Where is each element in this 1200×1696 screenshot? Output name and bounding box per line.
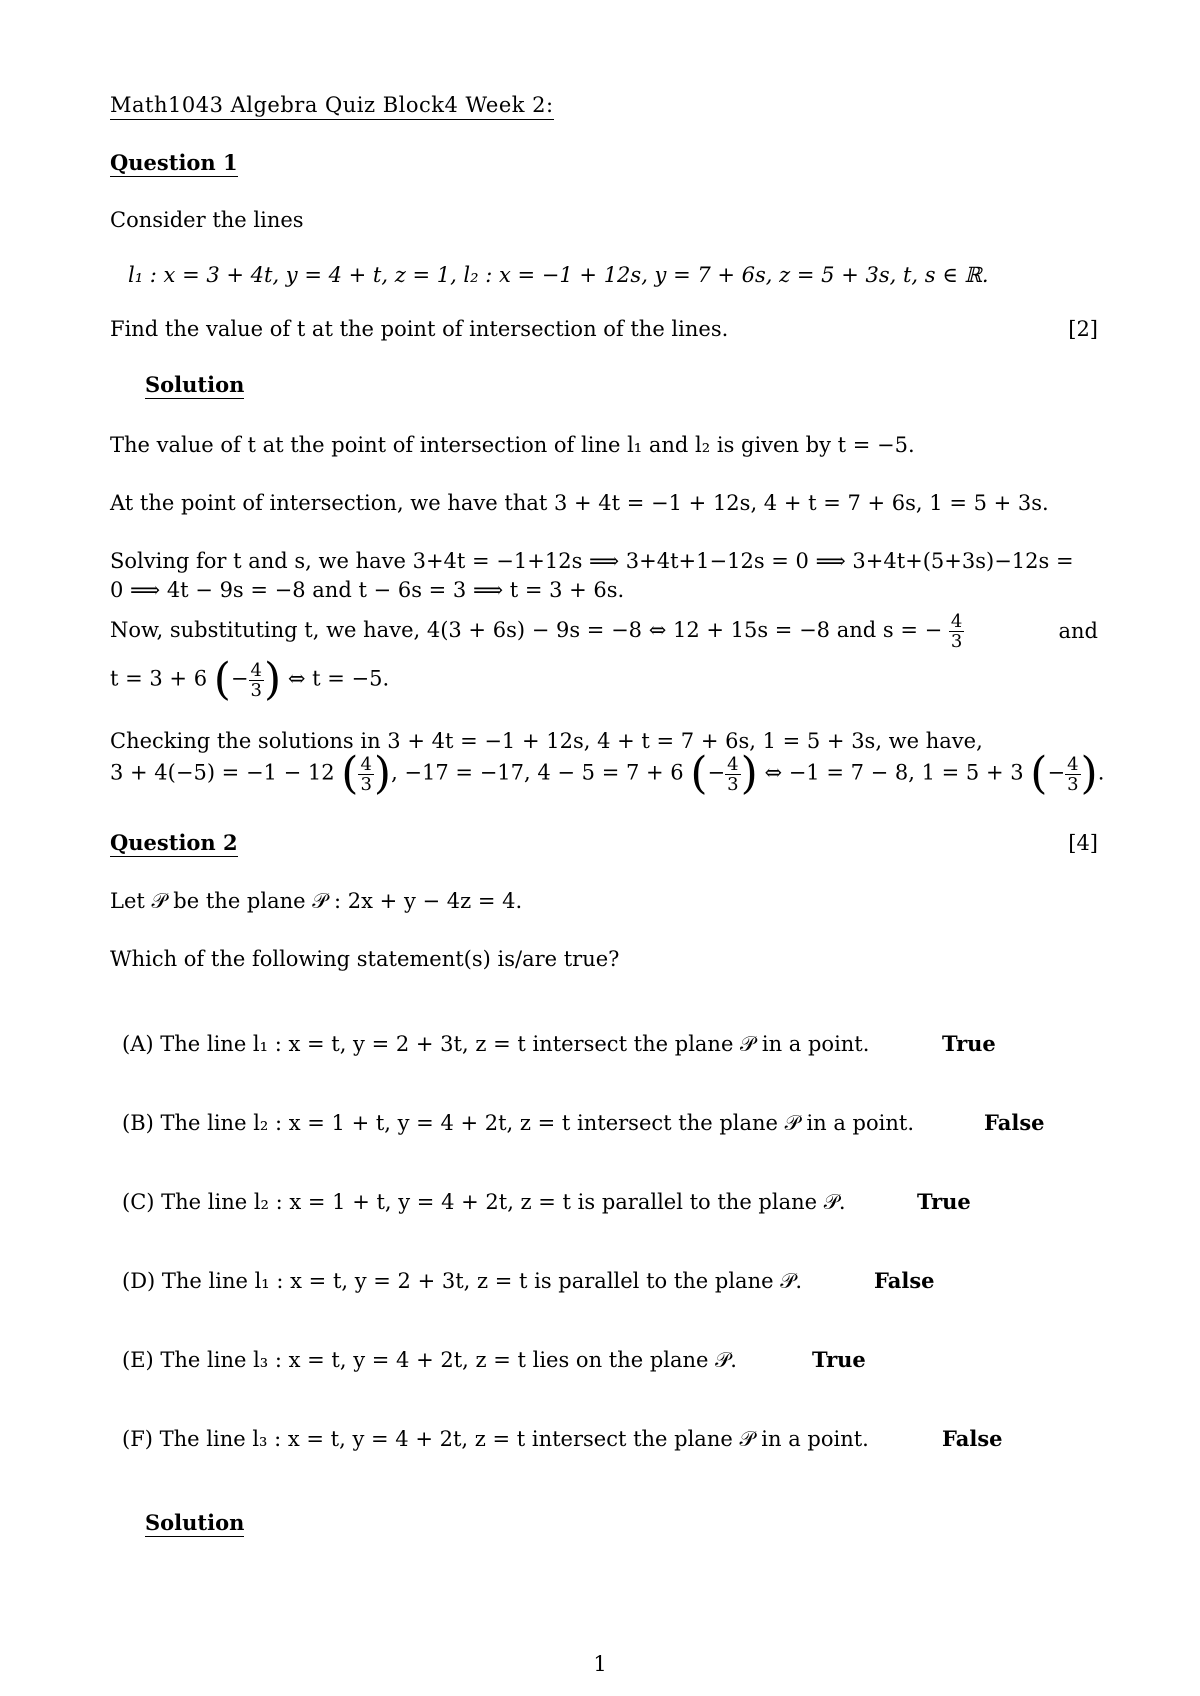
q1-solution-line-3a: Solving for t and s, we have 3+4t = −1+12s ⟹ 3+4t+1−12s = 0 ⟹ 3+4t+(5+3s)−12s =: [110, 549, 1074, 573]
q2-option-d: (D) The line l₁ : x = t, y = 2 + 3t, z = t is parallel to the plane 𝒫. False: [122, 1268, 935, 1293]
q1-solution-line-4: Now, substituting t, we have, 4(3 + 6s) − 9s = −8 ⇔ 12 + 15s = −8 and s = − $\frac{4}{3}$ and: [110, 611, 1098, 652]
page-number: 1: [593, 1652, 607, 1676]
q2-solution-heading: Solution: [145, 1510, 245, 1535]
verdict-badge: False: [874, 1268, 935, 1293]
verdict-badge: True: [942, 1031, 996, 1056]
q1-solution-line-5: t = 3 + 6 (− $\frac{4}{3}$ ) ⇔ t = −5.: [110, 654, 390, 705]
q2-intro: Let 𝒫 be the plane 𝒫 : 2x + y − 4z = 4.: [110, 889, 523, 913]
q2-option-a: (A) The line l₁ : x = t, y = 2 + 3t, z = t intersect the plane 𝒫 in a point. True: [122, 1031, 996, 1056]
q1-check-line: Checking the solutions in 3 + 4t = −1 + 12s, 4 + t = 7 + 6s, 1 = 5 + 3s, we have,: [110, 729, 983, 753]
q1-line-equations: l₁ : x = 3 + 4t, y = 4 + t, z = 1, l₂ : x = −1 + 12s, y = 7 + 6s, z = 5 + 3s, t, s ∈ ℝ.: [128, 263, 989, 287]
fraction-four-thirds: $\frac{4}{3}$: [950, 611, 963, 652]
q2-option-b: (B) The line l₂ : x = 1 + t, y = 4 + 2t, z = t intersect the plane 𝒫 in a point. False: [122, 1110, 1045, 1135]
quiz-title: Math1043 Algebra Quiz Block4 Week 2:: [110, 92, 1098, 118]
verdict-badge: False: [942, 1426, 1003, 1451]
q1-solution-line-3b: 0 ⟹ 4t − 9s = −8 and t − 6s = 3 ⟹ t = 3 + 6s.: [110, 578, 625, 602]
verdict-badge: True: [812, 1347, 866, 1372]
question-1-heading: Question 1: [110, 150, 238, 175]
q1-solution-heading: Solution: [145, 372, 245, 397]
q2-question: Which of the following statement(s) is/are true?: [110, 947, 620, 971]
q1-check-equations: 3 + 4(−5) = −1 − 12 ( $\frac{4}{3}$ ), −17 = −17, 4 − 5 = 7 + 6 (− $\frac{4}{3}$ ) ⇔ −1 = 7 − 8, 1 = 5 + 3 (− $\frac{4}{3}$ ).: [110, 748, 1105, 799]
q2-option-e: (E) The line l₃ : x = t, y = 4 + 2t, z = t lies on the plane 𝒫. True: [122, 1347, 866, 1372]
verdict-badge: True: [917, 1189, 971, 1214]
q2-option-c: (C) The line l₂ : x = 1 + t, y = 4 + 2t, z = t is parallel to the plane 𝒫. True: [122, 1189, 971, 1214]
q2-marks: [4]: [1068, 831, 1098, 855]
q1-question: Find the value of t at the point of intersection of the lines. [2]: [110, 317, 1098, 341]
q1-marks: [2]: [1068, 317, 1098, 341]
verdict-badge: False: [984, 1110, 1045, 1135]
q1-solution-line-1: The value of t at the point of intersection of line l₁ and l₂ is given by t = −5.: [110, 433, 915, 457]
fraction-four-thirds: $\frac{4}{3}$: [250, 659, 262, 701]
q2-option-f: (F) The line l₃ : x = t, y = 4 + 2t, z = t intersect the plane 𝒫 in a point. False: [122, 1426, 1003, 1451]
question-2-heading: Question 2 [4]: [110, 830, 1098, 855]
q1-solution-line-2: At the point of intersection, we have that 3 + 4t = −1 + 12s, 4 + t = 7 + 6s, 1 = 5 + 3s.: [110, 491, 1049, 515]
q1-intro: Consider the lines: [110, 208, 304, 232]
